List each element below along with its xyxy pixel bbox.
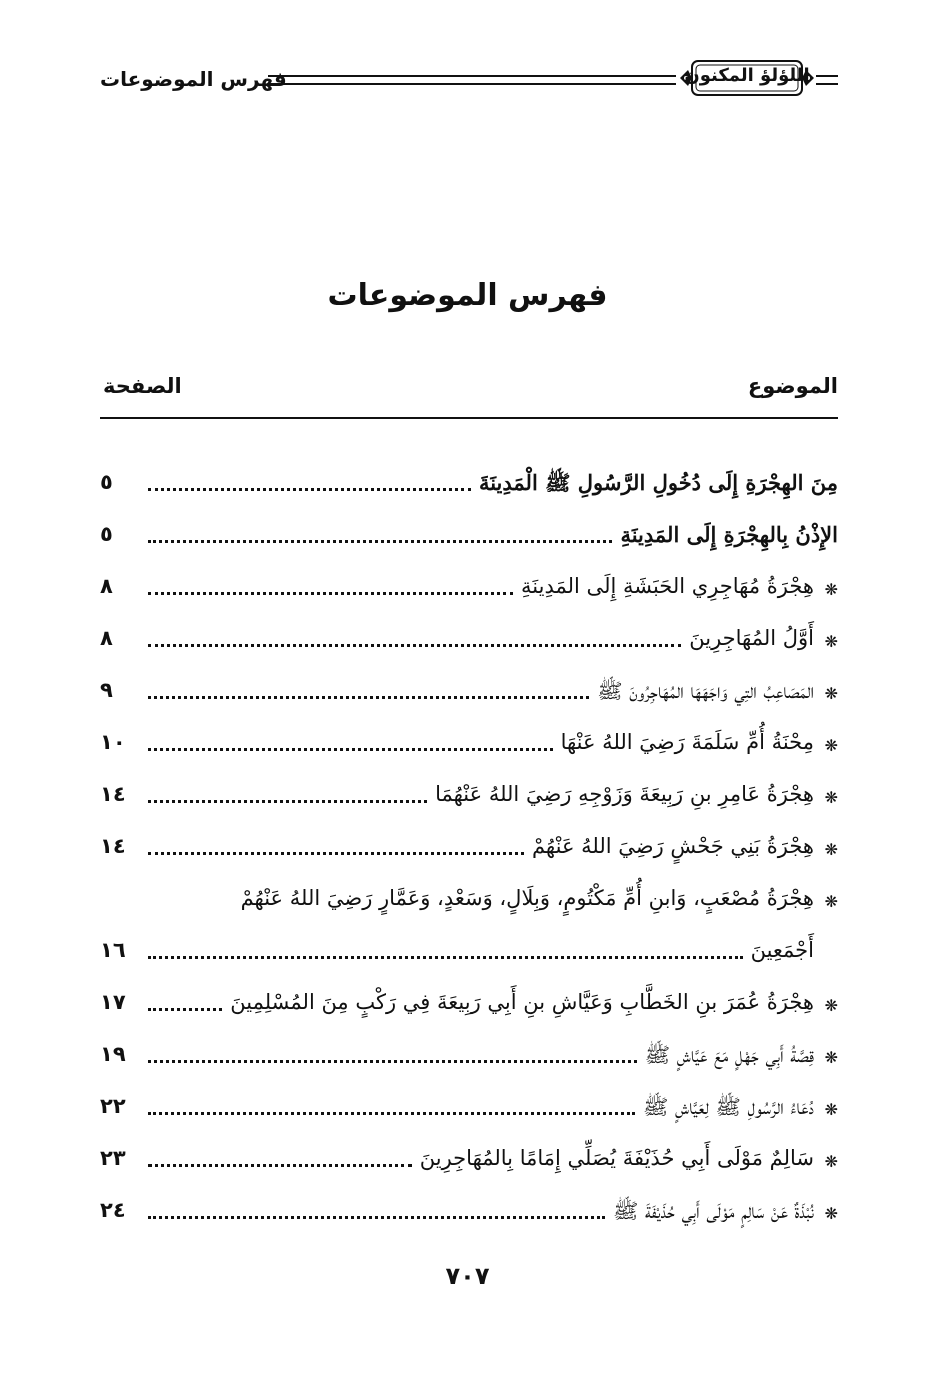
toc-entry <box>100 514 838 566</box>
toc-entry-page: ٨ <box>100 574 113 598</box>
toc-entry-title: قِصَّةُ أَبِي جَهْلٍ مَعَ عَيَّاشٍ ﷺ <box>644 1043 814 1067</box>
toc-entry-page: ١٩ <box>100 1042 126 1066</box>
toc-entry-title: هِجْرَةُ عَامِرِ بنِ رَبِيعَةَ وَزَوْجِهِ رَضِيَ اللهُ عَنْهُمَا <box>435 782 814 806</box>
bullet-icon: ❋ <box>824 684 838 703</box>
toc-entry-page: ٢٤ <box>100 1198 126 1222</box>
dot-leader <box>148 644 681 647</box>
bullet-icon: ❋ <box>824 1100 838 1119</box>
bullet-icon: ❋ <box>824 632 838 651</box>
toc-entry-title: مِحْنَةُ أُمِّ سَلَمَةَ رَضِيَ اللهُ عَنْهَا <box>560 730 814 754</box>
toc-entry <box>100 826 838 878</box>
bullet-icon: ❋ <box>824 996 838 1015</box>
toc-entry <box>100 930 838 982</box>
toc-entry <box>100 774 838 826</box>
toc-entry <box>100 462 838 514</box>
toc-entry-page: ٥ <box>100 470 113 494</box>
dot-leader <box>148 1112 635 1115</box>
toc-entry-title: هِجْرَةُ عُمَرَ بنِ الخَطَّابِ وَعَيَّاشِ بنِ أَبِي رَبِيعَةَ فِي رَكْبٍ مِنَ المُسْلِمِينَ <box>230 990 814 1014</box>
header-book-title: اللؤلؤ المكنون <box>684 65 810 86</box>
dot-leader <box>148 1008 222 1011</box>
toc-entry-title: هِجْرَةُ مُهَاجِرِي الحَبَشَةِ إِلَى المَدِينَةِ <box>521 574 814 598</box>
toc-entry-page: ١٧ <box>100 990 126 1014</box>
dot-leader <box>148 488 471 491</box>
column-heading-page: الصفحة <box>103 374 182 398</box>
toc-entry-page: ٥ <box>100 522 113 546</box>
bullet-icon: ❋ <box>824 580 838 599</box>
heading-rule <box>100 417 838 419</box>
toc-entry-page: ١٤ <box>100 782 126 806</box>
header-rule-left <box>268 75 676 85</box>
toc-entry <box>100 1138 838 1190</box>
bullet-icon: ❋ <box>824 840 838 859</box>
toc-entry <box>100 722 838 774</box>
bullet-icon: ❋ <box>824 892 838 911</box>
header-rule-right <box>816 75 838 85</box>
toc-entry-page: ٨ <box>100 626 113 650</box>
dot-leader <box>148 748 553 751</box>
toc-entry-title: هِجْرَةُ بَنِي جَحْشٍ رَضِيَ اللهُ عَنْهُمْ <box>531 834 814 858</box>
toc-entry-title: الإِذْنُ بِالهِجْرَةِ إِلَى المَدِينَةِ <box>620 522 838 547</box>
toc-entry-title: أَوَّلُ المُهَاجِرِينَ <box>689 626 814 650</box>
toc-entry <box>100 982 838 1034</box>
toc-entry-title: مِنَ الهِجْرَةِ إِلَى دُخُولِ الرَّسُولِ ﷺ الْمَدِينَةَ <box>478 470 838 495</box>
dot-leader <box>148 540 612 543</box>
toc-entry-title: هِجْرَةُ مُصْعَبٍ، وَابنِ أُمِّ مَكْتُومٍ، وَبِلَالٍ، وَسَعْدٍ، وَعَمَّارٍ رَضِيَ اللهُ عَنْهُمْ <box>240 886 814 910</box>
toc-entry-page: ١٤ <box>100 834 126 858</box>
toc-entry <box>100 1190 838 1242</box>
bullet-icon: ❋ <box>824 736 838 755</box>
toc-entry <box>100 1086 838 1138</box>
header-section-title: فهرس الموضوعات <box>100 67 287 91</box>
toc-entry-page: ٢٢ <box>100 1094 126 1118</box>
toc-entry-title: نُبْذَةٌ عَنْ سَالِمٍ مَوْلَى أَبِي حُذَيْفَةَ ﷺ <box>612 1199 814 1223</box>
toc-entry-page: ١٦ <box>100 938 126 962</box>
page-number: ٧٠٧ <box>445 1262 490 1290</box>
dot-leader <box>148 800 427 803</box>
toc-entry <box>100 670 838 722</box>
bullet-icon: ❋ <box>824 1048 838 1067</box>
dot-leader <box>148 696 589 699</box>
dot-leader <box>148 852 524 855</box>
toc-entry-page: ٢٣ <box>100 1146 126 1170</box>
header-ornament <box>678 55 816 101</box>
page-title: فهرس الموضوعات <box>327 278 608 313</box>
column-heading-topic: الموضوع <box>747 374 838 398</box>
dot-leader <box>148 592 513 595</box>
toc-entry-title: المَصَاعِبُ التِي وَاجَهَهَا المُهَاجِرُونَ ﷺ <box>597 679 814 703</box>
bullet-icon: ❋ <box>824 1204 838 1223</box>
dot-leader <box>148 956 743 959</box>
dot-leader <box>148 1060 637 1063</box>
toc-entry-title: أَجْمَعِينَ <box>750 938 814 962</box>
running-header <box>100 55 838 105</box>
dot-leader <box>148 1216 605 1219</box>
toc-entry <box>100 618 838 670</box>
toc-list <box>100 462 838 1242</box>
bullet-icon: ❋ <box>824 788 838 807</box>
toc-entry-title: دُعَاءُ الرَّسُولِ ﷺ لِعَيَّاشٍ ﷺ <box>643 1095 814 1119</box>
toc-entry-title: سَالِمٌ مَوْلَى أَبِي حُذَيْفَةَ يُصَلِّي إِمَامًا بِالمُهَاجِرِينَ <box>419 1146 814 1170</box>
toc-entry <box>100 1034 838 1086</box>
toc-entry-page: ٩ <box>100 678 113 702</box>
dot-leader <box>148 1164 412 1167</box>
toc-entry-page: ١٠ <box>100 730 126 754</box>
toc-entry <box>100 566 838 618</box>
toc-entry <box>100 878 838 930</box>
bullet-icon: ❋ <box>824 1152 838 1171</box>
